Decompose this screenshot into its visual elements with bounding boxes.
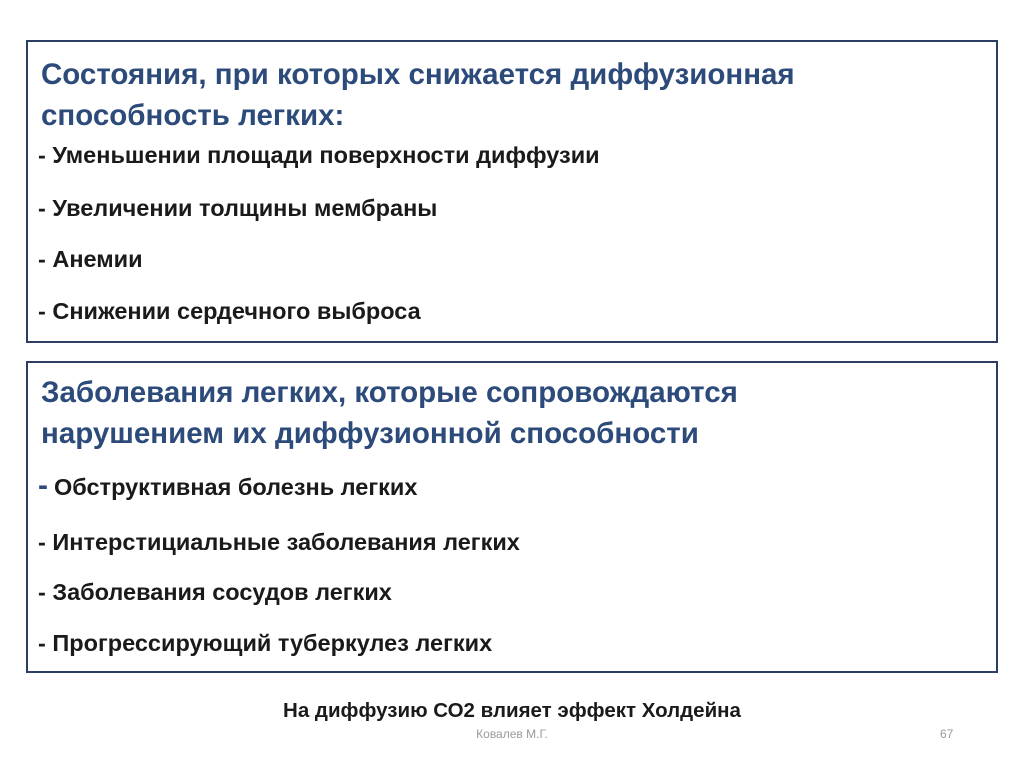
haldane-effect-note: На диффузию СО2 влияет эффект Холдейна (283, 699, 741, 722)
list-item-obstructive-disease-label: Обструктивная болезнь легких (54, 474, 418, 500)
diffusion-decrease-title (41, 54, 795, 136)
author-name: Ковалев М.Г. (476, 727, 548, 741)
list-dash: - (38, 469, 48, 502)
list-item-tuberculosis: - Прогрессирующий туберкулез легких (38, 630, 493, 656)
list-item-interstitial-disease: - Интерстициальные заболевания легких (38, 529, 520, 555)
lung-diseases-title-line-1: Заболевания легких, которые сопровождаются (41, 376, 738, 409)
diffusion-decrease-title-line-1: Состояния, при которых снижается диффузионная (41, 58, 795, 91)
list-item-anemia: - Анемии (38, 246, 143, 272)
list-item-surface-area: - Уменьшении площади поверхности диффузии (38, 142, 600, 168)
list-item-cardiac-output: - Снижении сердечного выброса (38, 298, 421, 324)
diffusion-decrease-title-line-2: способность легких: (41, 99, 345, 132)
list-item-vascular-disease: - Заболевания сосудов легких (38, 579, 392, 605)
lung-diseases-title-line-2: нарушением их диффузионной способности (41, 417, 699, 450)
list-item-membrane-thickness: - Увеличении толщины мембраны (38, 195, 438, 221)
lung-diseases-title (41, 372, 738, 454)
page-number: 67 (940, 727, 954, 741)
list-item-obstructive-disease (38, 471, 417, 502)
diffusion-decrease-box (26, 40, 998, 343)
lung-diseases-box (26, 361, 998, 673)
